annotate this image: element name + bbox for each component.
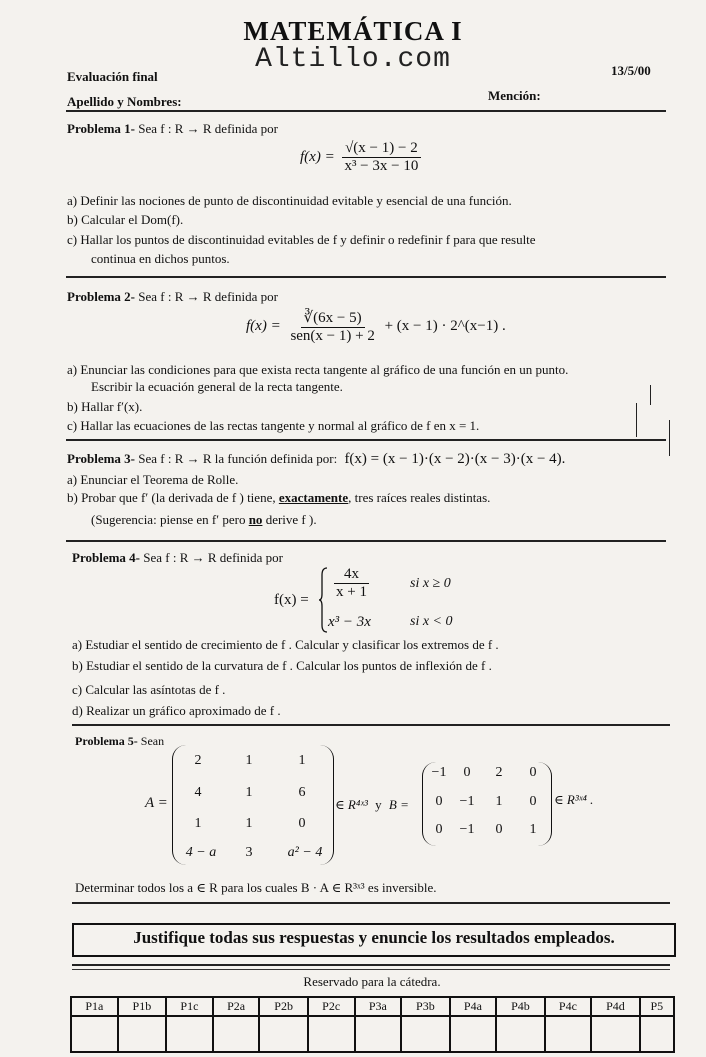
problem-2-b: b) Hallar f′(x).	[67, 399, 143, 414]
matrix-cell: a² − 4	[287, 845, 323, 860]
grades-score-row	[71, 1016, 674, 1052]
matrix-cell: 0	[463, 765, 471, 780]
problem-5-title: Problema 5-	[75, 734, 138, 748]
grade-cell	[401, 1016, 449, 1052]
divider	[72, 964, 670, 966]
grade-cell	[213, 1016, 260, 1052]
grade-header: P4d	[591, 997, 639, 1016]
matrix-cell: 0	[298, 816, 306, 831]
problem-3-hint	[91, 511, 317, 528]
grade-header: P4c	[545, 997, 592, 1016]
case-2-condition: si x < 0	[410, 614, 453, 629]
grade-header: P4a	[450, 997, 497, 1016]
conjunction: y	[375, 797, 382, 812]
denominator: x + 1	[336, 584, 367, 600]
matrix-cell: 0	[495, 822, 503, 837]
exam-title: MATEMÁTICA I	[243, 16, 463, 46]
grade-header: P4b	[496, 997, 544, 1016]
grade-header: P1c	[166, 997, 213, 1016]
problem-4-b: b) Estudiar el sentido de la curvatura de f . Calcular los puntos de inflexión de f .	[72, 658, 492, 673]
matrix-cell: 1	[298, 753, 306, 768]
problem-4-title: Problema 4-	[72, 550, 140, 565]
grade-cell	[166, 1016, 213, 1052]
grade-cell	[640, 1016, 674, 1052]
grade-header: P5	[640, 997, 674, 1016]
problem-5-header	[75, 733, 164, 749]
grade-header: P2b	[259, 997, 307, 1016]
watermark-text: Altillo.com	[255, 44, 451, 75]
problem-3-intro: Sea f : R → R la función definida por:	[138, 451, 338, 466]
denominator: x³ − 3x − 10	[344, 158, 419, 174]
problem-2-header	[67, 289, 278, 305]
problem-2-c: c) Hallar las ecuaciones de las rectas tangente y normal al gráfico de f en x = 1.	[67, 418, 480, 433]
name-label: Apellido y Nombres:	[67, 94, 182, 109]
problem-1-formula	[300, 140, 424, 175]
numerator: √(x − 1) − 2	[342, 140, 421, 158]
problem-1-a: a) Definir las nociones de punto de discontinuidad evitable y esencial de una función.	[67, 193, 512, 208]
problem-3-formula: f(x) = (x − 1)·(x − 2)·(x − 3)·(x − 4).	[344, 451, 566, 467]
matrix-cell: 4	[194, 785, 202, 800]
problem-2-title: Problema 2-	[67, 289, 135, 304]
formula-lhs: f(x) =	[246, 317, 281, 334]
numerator: 4x	[334, 566, 369, 584]
matrix-a-label: A =	[145, 795, 168, 811]
matrix-cell: 6	[298, 785, 306, 800]
text: derive f ).	[262, 512, 317, 527]
problem-1-title: Problema 1-	[67, 121, 135, 136]
formula-lhs: f(x) =	[300, 148, 335, 165]
fraction	[333, 566, 370, 601]
problem-4-intro: Sea f : R → R definida por	[143, 550, 283, 565]
problem-1-b: b) Calcular el Dom(f).	[67, 212, 184, 227]
matrix-cell: −1	[431, 765, 447, 780]
problem-4-a: a) Estudiar el sentido de crecimiento de f . Calcular y clasificar los extremos de f .	[72, 637, 499, 652]
matrix-cell: 4 − a	[185, 845, 217, 860]
matrix-cell: 0	[435, 794, 443, 809]
grade-header: P1a	[71, 997, 118, 1016]
divider	[66, 540, 666, 542]
problem-2-a: a) Enunciar las condiciones para que exista recta tangente al gráfico de una función en un punto.	[67, 362, 569, 377]
problem-2-a-cont: Escribir la ecuación general de la recta tangente.	[91, 379, 343, 394]
matrix-cell: 2	[194, 753, 202, 768]
exam-type: Evaluación final	[67, 69, 158, 84]
matrix-b	[422, 762, 552, 846]
divider	[72, 969, 670, 970]
text: , tres raíces reales distintas.	[348, 490, 491, 505]
reserved-label: Reservado para la cátedra.	[303, 974, 441, 989]
problem-3-header	[67, 451, 565, 467]
space: ∈ R⁴ˣ³	[335, 797, 368, 812]
matrix-cell: 1	[529, 822, 537, 837]
grade-header: P2a	[213, 997, 260, 1016]
formula-rest: + (x − 1) · 2^(x−1) .	[384, 317, 506, 334]
text: b) Probar que f′ (la derivada de f ) tiene,	[67, 490, 279, 505]
emphasis: no	[248, 512, 263, 527]
grade-cell	[259, 1016, 307, 1052]
matrix-a	[172, 745, 334, 865]
problem-3-title: Problema 3-	[67, 451, 135, 466]
case-1-condition: si x ≥ 0	[410, 576, 451, 591]
matrix-b-space: ∈ R³ˣ⁴ .	[554, 792, 594, 807]
grade-cell	[496, 1016, 544, 1052]
divider	[66, 439, 666, 441]
problem-1-c: c) Hallar los puntos de discontinuidad evitables de f y definir o redefinir f para que resulte	[67, 232, 536, 247]
problem-3-b	[67, 489, 490, 506]
fraction	[341, 140, 421, 175]
emphasis: exactamente	[278, 490, 349, 505]
problem-1-intro: Sea f : R → R definida por	[138, 121, 278, 136]
problem-4-header	[72, 550, 283, 566]
matrix-cell: 0	[529, 794, 537, 809]
case-2: x³ − 3x	[328, 614, 371, 630]
grades-table	[70, 996, 675, 1053]
problem-5-intro: Sean	[140, 734, 165, 748]
problem-4-d: d) Realizar un gráfico aproximado de f .	[72, 703, 281, 718]
text: (Sugerencia: piense en f′ pero	[91, 512, 249, 527]
problem-4-c: c) Calcular las asíntotas de f .	[72, 682, 226, 697]
grade-cell	[450, 1016, 497, 1052]
numerator: ∛(6x − 5)	[301, 308, 365, 328]
grade-header: P3b	[401, 997, 449, 1016]
problem-1-c-cont: continua en dichos puntos.	[91, 251, 230, 266]
grade-header: P3a	[355, 997, 402, 1016]
problem-2-formula	[246, 308, 506, 345]
divider	[66, 276, 666, 278]
grade-cell	[545, 1016, 592, 1052]
divider	[66, 110, 666, 112]
grades-header-row	[71, 997, 674, 1016]
grade-cell	[355, 1016, 402, 1052]
problem-1-header	[67, 121, 278, 137]
problem-5-question: Determinar todos los a ∈ R para los cuales B · A ∈ R³ˣ³ es inversible.	[75, 880, 437, 895]
scan-mark	[669, 420, 670, 456]
matrix-cell: 0	[435, 822, 443, 837]
problem-2-intro: Sea f : R → R definida por	[138, 289, 278, 304]
grade-cell	[118, 1016, 166, 1052]
denominator: sen(x − 1) + 2	[290, 328, 375, 344]
grade-header: P2c	[308, 997, 355, 1016]
matrix-cell: 1	[245, 816, 253, 831]
scan-mark	[650, 385, 651, 405]
mention-label: Mención:	[488, 88, 541, 103]
grade-header: P1b	[118, 997, 166, 1016]
matrix-a-space	[335, 797, 409, 813]
scan-mark	[636, 403, 637, 437]
grade-cell	[591, 1016, 639, 1052]
instructions-text: Justifique todas sus respuestas y enuncie los resultados empleados.	[133, 928, 615, 947]
fraction	[287, 308, 377, 345]
matrix-b-label: B =	[388, 797, 409, 812]
case-1	[330, 566, 373, 601]
matrix-cell: 1	[245, 753, 253, 768]
matrix-cell: 0	[529, 765, 537, 780]
matrix-cell: 1	[194, 816, 202, 831]
exam-date: 13/5/00	[611, 63, 651, 78]
matrix-cell: −1	[459, 794, 475, 809]
grade-cell	[308, 1016, 355, 1052]
matrix-cell: −1	[459, 822, 475, 837]
brace	[318, 567, 328, 633]
divider	[72, 902, 670, 904]
matrix-cell: 2	[495, 765, 503, 780]
grade-cell	[71, 1016, 118, 1052]
problem-3-a: a) Enunciar el Teorema de Rolle.	[67, 472, 239, 487]
problem-4-formula-lhs: f(x) =	[274, 592, 309, 608]
matrix-cell: 1	[495, 794, 503, 809]
divider	[72, 724, 670, 726]
matrix-cell: 1	[245, 785, 253, 800]
matrix-cell: 3	[245, 845, 253, 860]
